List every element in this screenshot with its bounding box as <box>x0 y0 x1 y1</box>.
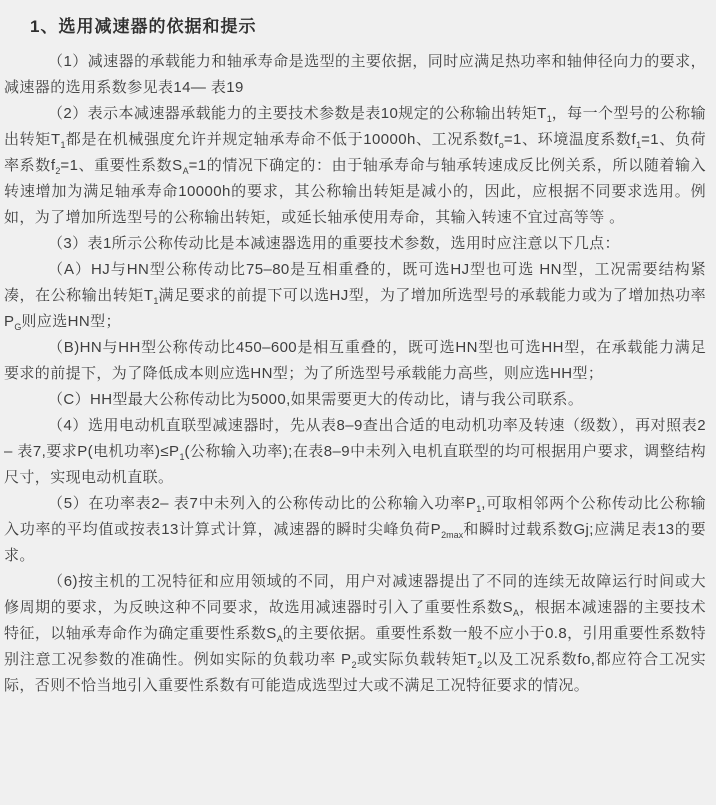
paragraphs <box>4 49 706 699</box>
paragraph: （5）在功率表2– 表7中未列入的公称传动比的公称输入功率$P_1$,可取相邻两个公称传动比公称输入功率的平均值或按表13计算式计算，减速器的瞬时尖峰负荷$P_{2max}$和瞬时过载系数Gj;应满足表13的要求。 <box>4 495 706 564</box>
paragraph: （4）选用电动机直联型减速器时，先从表8–9查出合适的电动机功率及转速（级数），再对照表2– 表7,要求P(电机功率)$\le P_1$(公称输入功率);在表8–9中未列入电机直联型的均可根据用户要求，调整结构尺寸，实现电动机直联。 <box>4 417 706 486</box>
paragraph: （1）减速器的承载能力和轴承寿命是选型的主要依据，同时应满足热功率和轴伸径向力的要求，减速器的选用系数参见表14— 表19 <box>4 53 706 96</box>
paragraph: （3）表1所示公称传动比是本减速器选用的重要技术参数，选用时应注意以下几点： <box>48 235 620 252</box>
paragraph: （C）HH型最大公称传动比为5000,如果需要更大的传动比，请与我公司联系。 <box>48 391 584 408</box>
paragraph: （6)按主机的工况特征和应用领域的不同，用户对减速器提出了不同的连续无故障运行时间或大修周期的要求，为反映这种不同要求，故选用减速器时引入了重要性系数$S_A$，根据本减速器的主要技术特征，以轴承寿命作为确定重要性系数$S_A$的主要依据。重要性系数一般不应小于0.8，引用重要性系数特别注意工况参数的准确性。例如实际的负载功率 $P_2$或实际负载转矩$T_2$以及工况系数fo,都应符合工况实际，否则不恰当地引入重要性系数有可能造成选型过大或不满足工况特征要求的情况。 <box>4 573 706 694</box>
section-title: 1、选用减速器的依据和提示 <box>30 17 257 36</box>
paragraph: （2）表示本减速器承载能力的主要技术参数是表10规定的公称输出转矩$T_1$，每一个型号的公称输出转矩$T_1$都是在机械强度允许并规定轴承寿命不低于10000h、工况系数$f_o=1$、环境温度系数$f_1=1$、负荷率系数$f_2=1$、重要性系数$S_A=1$的情况下确定的：由于轴承寿命与轴承转速成反比例关系，所以随着输入转速增加为满足轴承寿命10000h的要求，其公称输出转矩是减小的，因此，应根据不同要求选用。例如，为了增加所选型号的公称输出转矩，或延长轴承使用寿命，其输入转速不宜过高等等 。 <box>4 105 707 226</box>
paragraph: （A）HJ与HN型公称传动比75–80是互相重叠的，既可选HJ型也可选 HN型，工况需要结构紧凑，在公称输出转矩$T_1$满足要求的前提下可以选HJ型，为了增加所选型号的承载能力或为了增加热功率$P_G$则应选HN型； <box>4 261 706 332</box>
paragraph: （B)HN与HH型公称传动比450–600是相互重叠的，既可选HN型也可选HH型，在承载能力满足要求的前提下，为了降低成本则应选HN型；为了所选型号承载能力高些，则应选HH型； <box>4 339 706 382</box>
